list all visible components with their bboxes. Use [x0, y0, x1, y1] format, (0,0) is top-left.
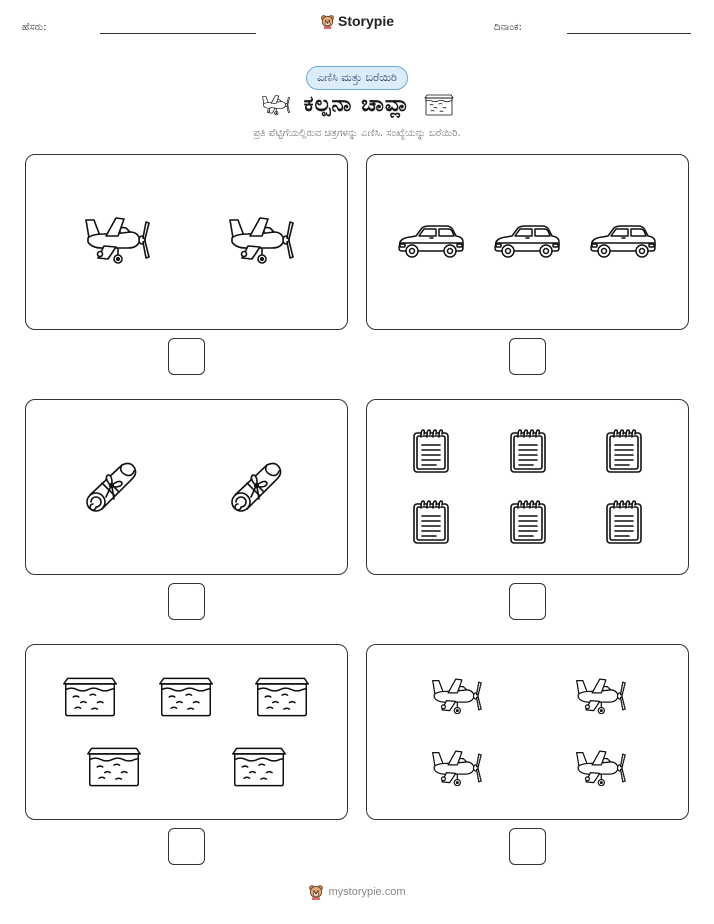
activity-badge: ಎಣಿಸಿ ಮತ್ತು ಬರೆಯಿರಿ: [306, 66, 408, 90]
answer-box-6[interactable]: [509, 828, 546, 865]
page-title: ಕಲ್ಪನಾ ಚಾವ್ಲಾ: [303, 92, 411, 117]
water-tank-icon: [86, 746, 142, 788]
airplane-icon: [428, 676, 482, 716]
car-icon: [588, 222, 658, 262]
water-tank-icon: [158, 676, 214, 718]
bear-mascot-icon: [320, 14, 335, 29]
answer-box-2[interactable]: [509, 338, 546, 375]
scroll-icon: [227, 457, 287, 517]
bear-mascot-icon: [308, 884, 324, 900]
airplane-icon: [260, 93, 290, 117]
answer-box-4[interactable]: [509, 583, 546, 620]
notepad-icon: [604, 499, 644, 545]
answer-box-3[interactable]: [168, 583, 205, 620]
notepad-icon: [411, 428, 451, 474]
notepad-icon: [411, 499, 451, 545]
footer: [0, 884, 714, 900]
car-icon: [492, 222, 562, 262]
notepad-icon: [508, 499, 548, 545]
name-line[interactable]: [100, 33, 256, 34]
airplane-icon: [428, 748, 482, 788]
airplane-icon: [572, 676, 626, 716]
car-icon: [396, 222, 466, 262]
notepad-icon: [508, 428, 548, 474]
answer-box-1[interactable]: [168, 338, 205, 375]
count-box-6: [366, 644, 689, 820]
brand-logo: [0, 13, 714, 33]
date-line[interactable]: [567, 33, 691, 34]
count-box-1: [25, 154, 348, 330]
airplane-icon: [80, 214, 150, 266]
title-row: [0, 92, 714, 117]
count-box-5: [25, 644, 348, 820]
brand-name: Storypie: [337, 13, 394, 29]
water-tank-icon: [62, 676, 118, 718]
airplane-icon: [572, 748, 626, 788]
scroll-icon: [82, 457, 142, 517]
count-box-4: [366, 399, 689, 575]
water-tank-icon: [424, 93, 454, 117]
activity-badge-wrap: [0, 66, 714, 90]
footer-url[interactable]: mystorypie.com: [328, 886, 406, 898]
name-label: ಹೆಸರು:: [22, 22, 47, 33]
airplane-icon: [224, 214, 294, 266]
water-tank-icon: [254, 676, 310, 718]
answer-box-5[interactable]: [168, 828, 205, 865]
instruction-text: ಪ್ರತಿ ಪೆಟ್ಟಿಗೆಯಲ್ಲಿರುವ ಚಿತ್ರಗಳನ್ನು ಎಣಿಸಿ. ಸಂಖ್ಯೆಯನ್ನು ಬರೆಯಿರಿ.: [253, 128, 461, 139]
water-tank-icon: [231, 746, 287, 788]
count-box-3: [25, 399, 348, 575]
date-label: ದಿನಾಂಕ:: [494, 22, 522, 33]
notepad-icon: [604, 428, 644, 474]
